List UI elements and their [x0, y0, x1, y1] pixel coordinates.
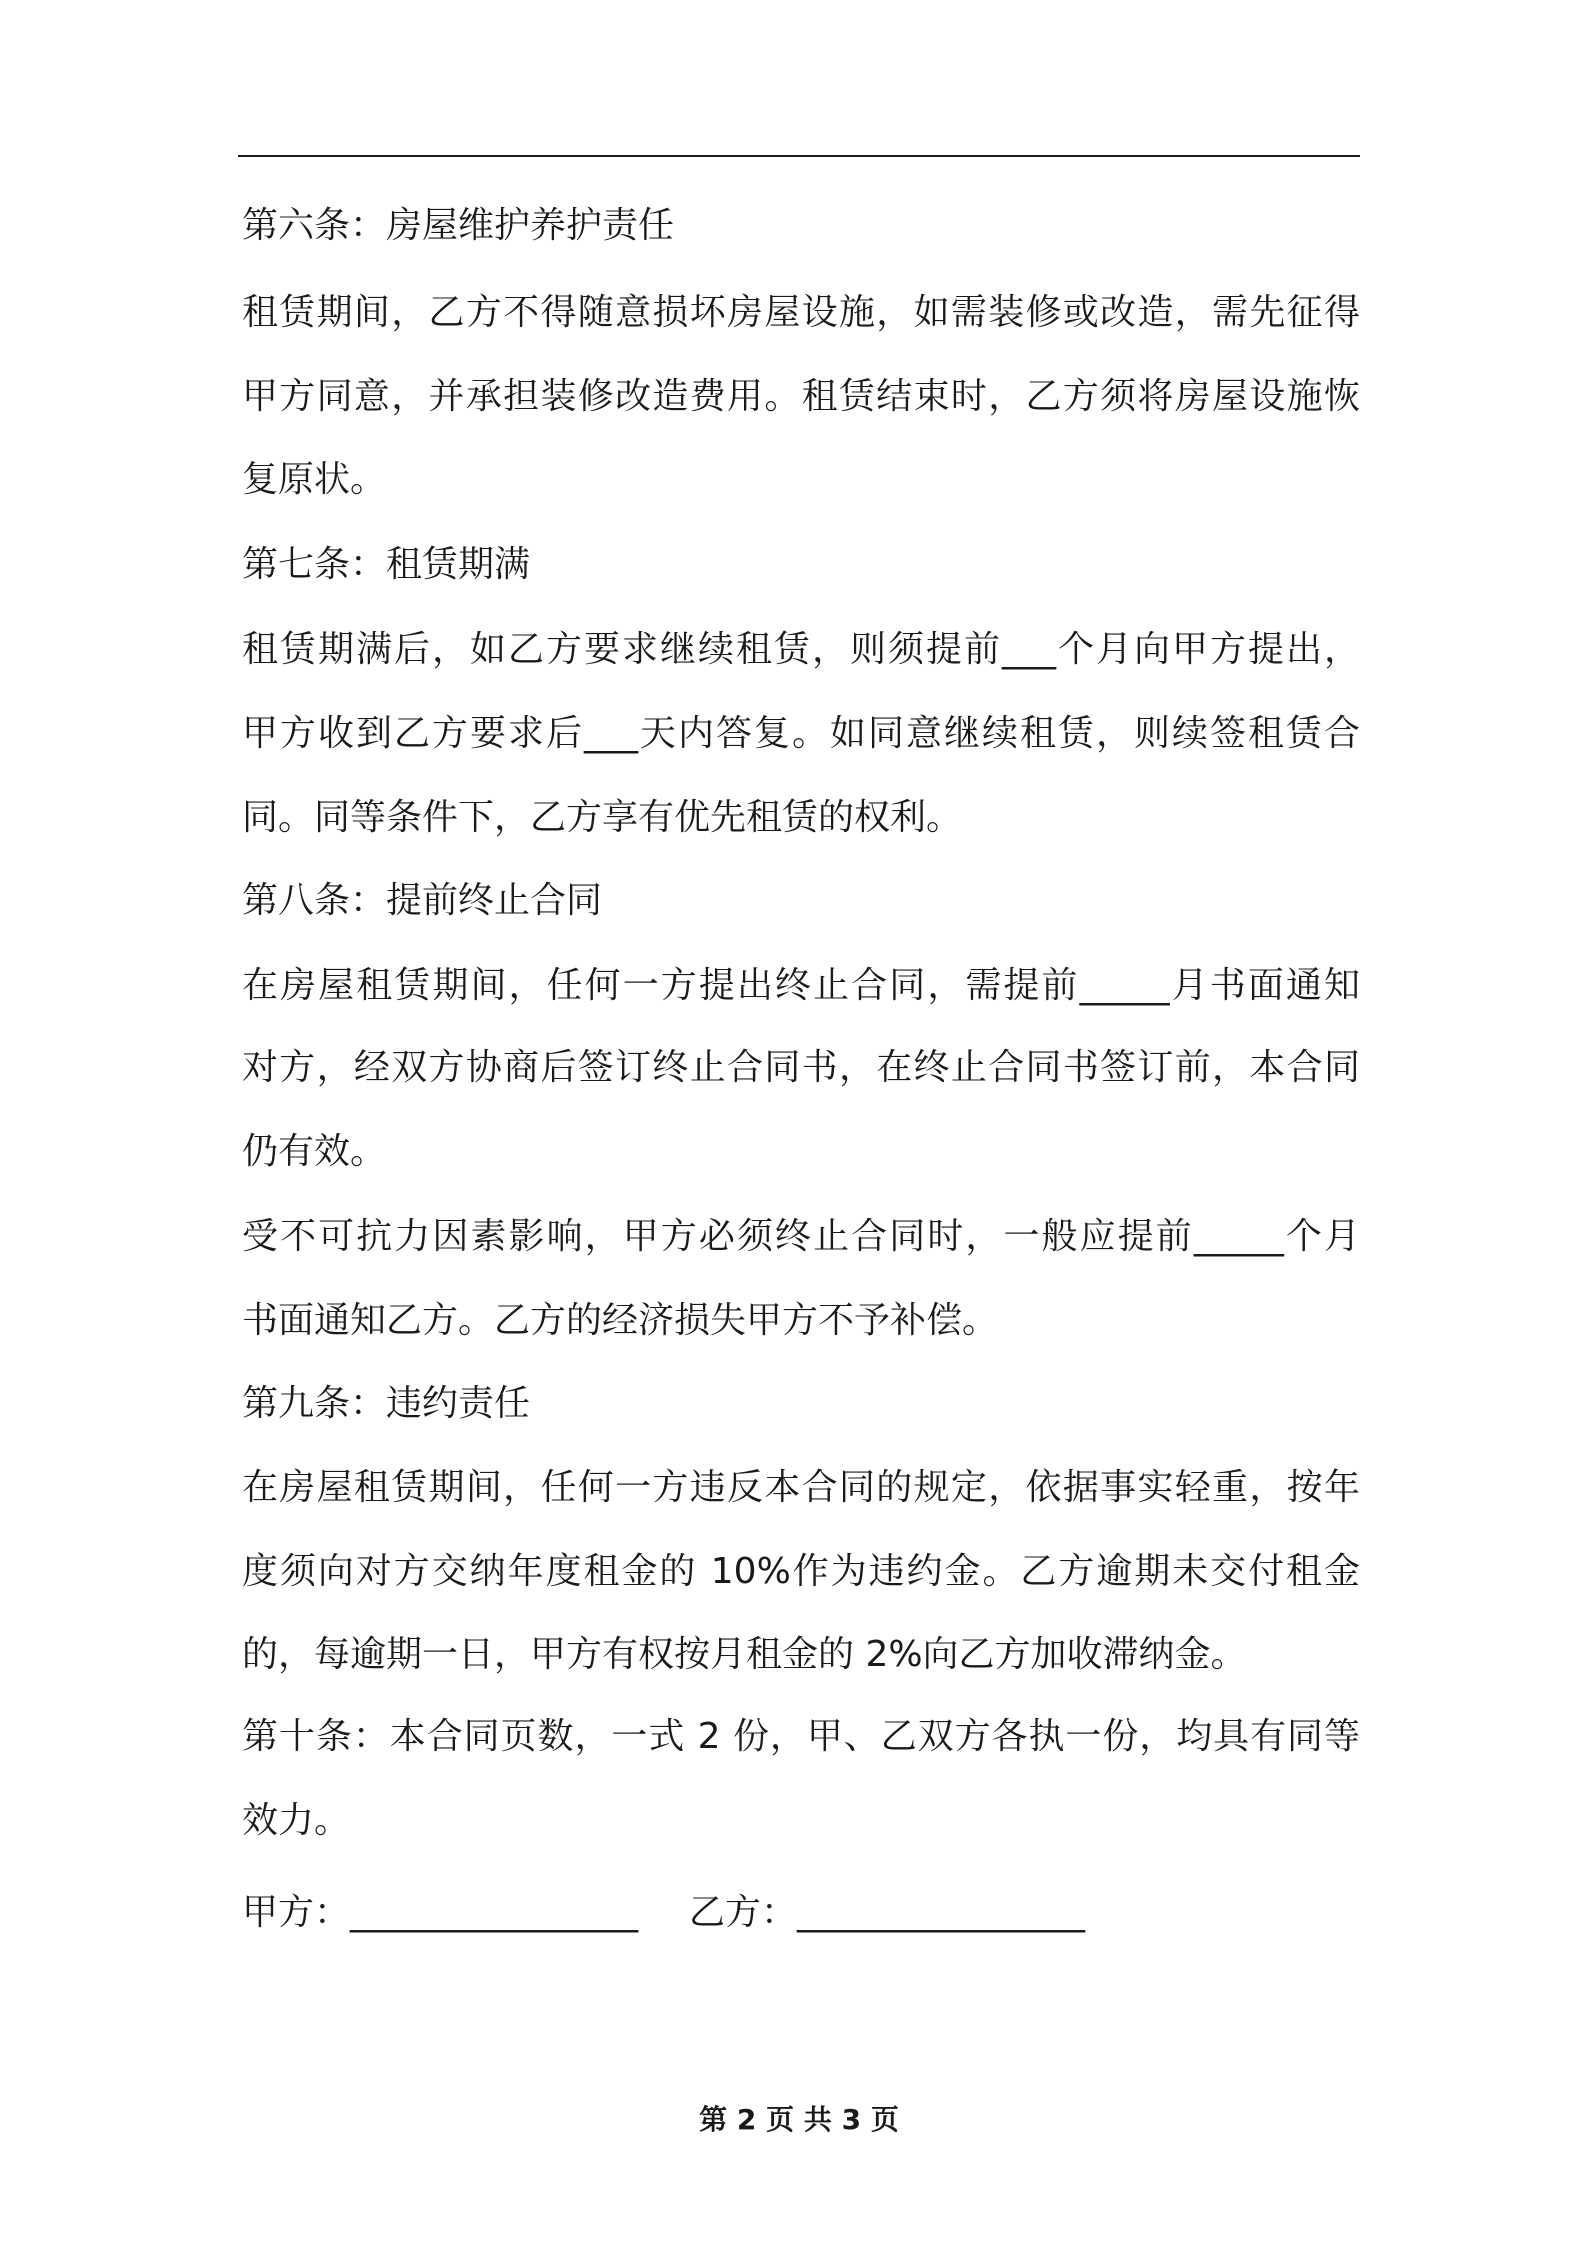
article-6-heading: 第六条：房屋维护养护责任: [242, 205, 675, 246]
article-6-line: 甲方同意，并承担装修改造费用。租赁结束时，乙方须将房屋设施恢: [242, 376, 1360, 417]
party-b-signature-field: 乙方：________________: [689, 1892, 1086, 1933]
article-7-heading: 第七条：租赁期满: [242, 544, 531, 585]
article-9-line: 在房屋租赁期间，任何一方违反本合同的规定，依据事实轻重，按年: [242, 1467, 1360, 1508]
article-8-line: 对方，经双方协商后签订终止合同书，在终止合同书签订前，本合同: [242, 1047, 1360, 1088]
article-9-heading: 第九条：违约责任: [242, 1383, 531, 1424]
header-rule: [238, 155, 1360, 157]
article-9-line: 度须向对方交纳年度租金的 10%作为违约金。乙方逾期未交付租金: [242, 1551, 1360, 1592]
article-7-line: 同。同等条件下，乙方享有优先租赁的权利。: [242, 797, 963, 838]
article-8-line: 在房屋租赁期间，任何一方提出终止合同，需提前_____月书面通知: [242, 965, 1360, 1006]
article-10-line: 效力。: [242, 1800, 351, 1841]
article-9-line: 的，每逾期一日，甲方有权按月租金的 2%向乙方加收滞纳金。: [242, 1634, 1247, 1675]
article-6-line: 复原状。: [242, 459, 387, 500]
article-8-line: 仍有效。: [242, 1131, 387, 1172]
article-7-line: 甲方收到乙方要求后___天内答复。如同意继续租赁，则续签租赁合: [242, 713, 1360, 754]
article-10-line: 第十条：本合同页数，一式 2 份，甲、乙双方各执一份，均具有同等: [242, 1716, 1360, 1757]
party-a-signature-field: 甲方：________________: [242, 1892, 639, 1933]
page-number: 第 2 页 共 3 页: [699, 2103, 899, 2136]
force-majeure-line: 书面通知乙方。乙方的经济损失甲方不予补偿。: [242, 1300, 999, 1341]
article-8-heading: 第八条：提前终止合同: [242, 880, 603, 921]
article-7-line: 租赁期满后，如乙方要求继续租赁，则须提前___个月向甲方提出，: [242, 629, 1360, 670]
force-majeure-line: 受不可抗力因素影响，甲方必须终止合同时，一般应提前_____个月: [242, 1216, 1360, 1257]
article-6-line: 租赁期间，乙方不得随意损坏房屋设施，如需装修或改造，需先征得: [242, 292, 1360, 333]
